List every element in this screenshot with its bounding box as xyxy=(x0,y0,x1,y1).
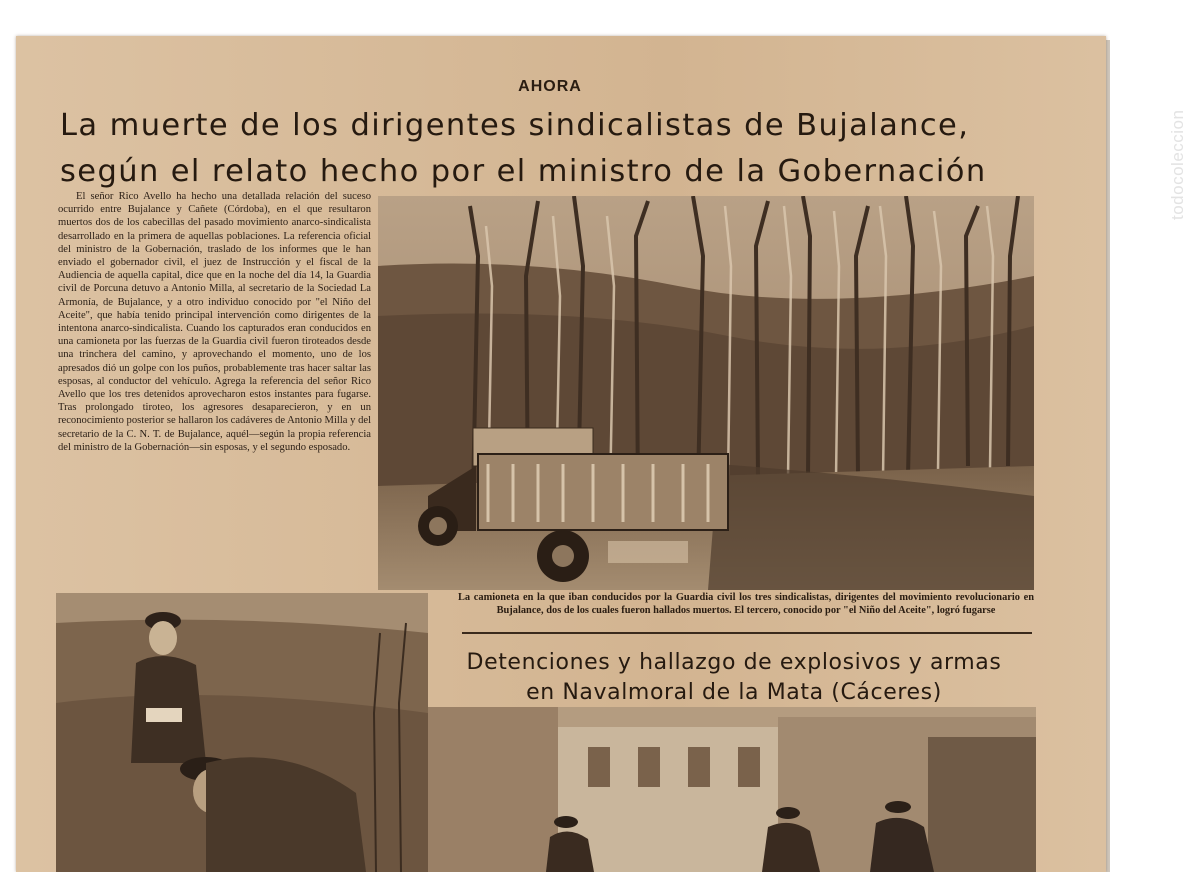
main-headline xyxy=(60,103,1050,195)
main-headline-line-2: según el relato hecho por el ministro de la Gobernación xyxy=(60,154,987,189)
watermark-text: todocoleccion xyxy=(1168,109,1187,220)
street-photo xyxy=(428,707,1036,872)
publication-name: AHORA xyxy=(518,78,582,95)
second-headline-line-1: Detenciones y hallazgo de explosivos y armas xyxy=(466,650,1002,675)
main-headline-line-1: La muerte de los dirigentes sindicalistas de Bujalance, xyxy=(60,108,970,143)
second-headline xyxy=(430,648,1038,708)
detainees-photo xyxy=(56,593,428,872)
section-divider xyxy=(462,632,1032,634)
truck-photo-caption: La camioneta en la que iban conducidos por la Guardia civil los tres sindicalistas, dirigentes del movimiento revolucionario en Bujalance, dos de los cuales fueron hallados muertos. El tercero, conocido por "el Niño del Aceite", logró fugarse xyxy=(458,592,1034,616)
article-body: El señor Rico Avello ha hecho una detallada relación del suceso ocurrido entre Bujalance y Cañete (Córdoba), en el que resultaron muertos dos de los cabecillas del pasado movimiento anarco-sindicalista desarrollado en la primera de aquellas poblaciones. La referencia oficial del ministro de la Gobernación, traslado de los informes que le han enviado el gobernador civil, el juez de Instrucción y el fiscal de la Audiencia de aquella capital, dice que en la noche del día 14, la Guardia civil de Porcuna detuvo a Antonio Milla, al secretario de la Sociedad La Armonía, de Bujalance, y a otro individuo conocido por "el Niño del Aceite", que había tenido principal intervención como dirigentes de la intentona anarco-sindicalista. Cuando los capturados eran conducidos en una camioneta por las fuerzas de la Guardia civil fueron tiroteados desde una trinchera del camino, y aprovechando el momento, uno de los apresados dió un golpe con los puños, probablemente tras hacer saltar las esposas, al conductor del vehículo. Agrega la referencia del señor Rico Avello que los tres detenidos aprovecharon estos instantes para fugarse. Tras prolongado tiroteo, los agresores desaparecieron, y en un reconocimiento posterior se hallaron los cadáveres de Antonio Milla y del secretario de la C. N. T. de Bujalance, aquél—según la propia referencia del ministro de la Gobernación—sin esposas, y el segundo esposado. xyxy=(58,191,371,453)
second-headline-line-2: en Navalmoral de la Mata (Cáceres) xyxy=(526,680,942,705)
truck-photo xyxy=(378,196,1034,590)
